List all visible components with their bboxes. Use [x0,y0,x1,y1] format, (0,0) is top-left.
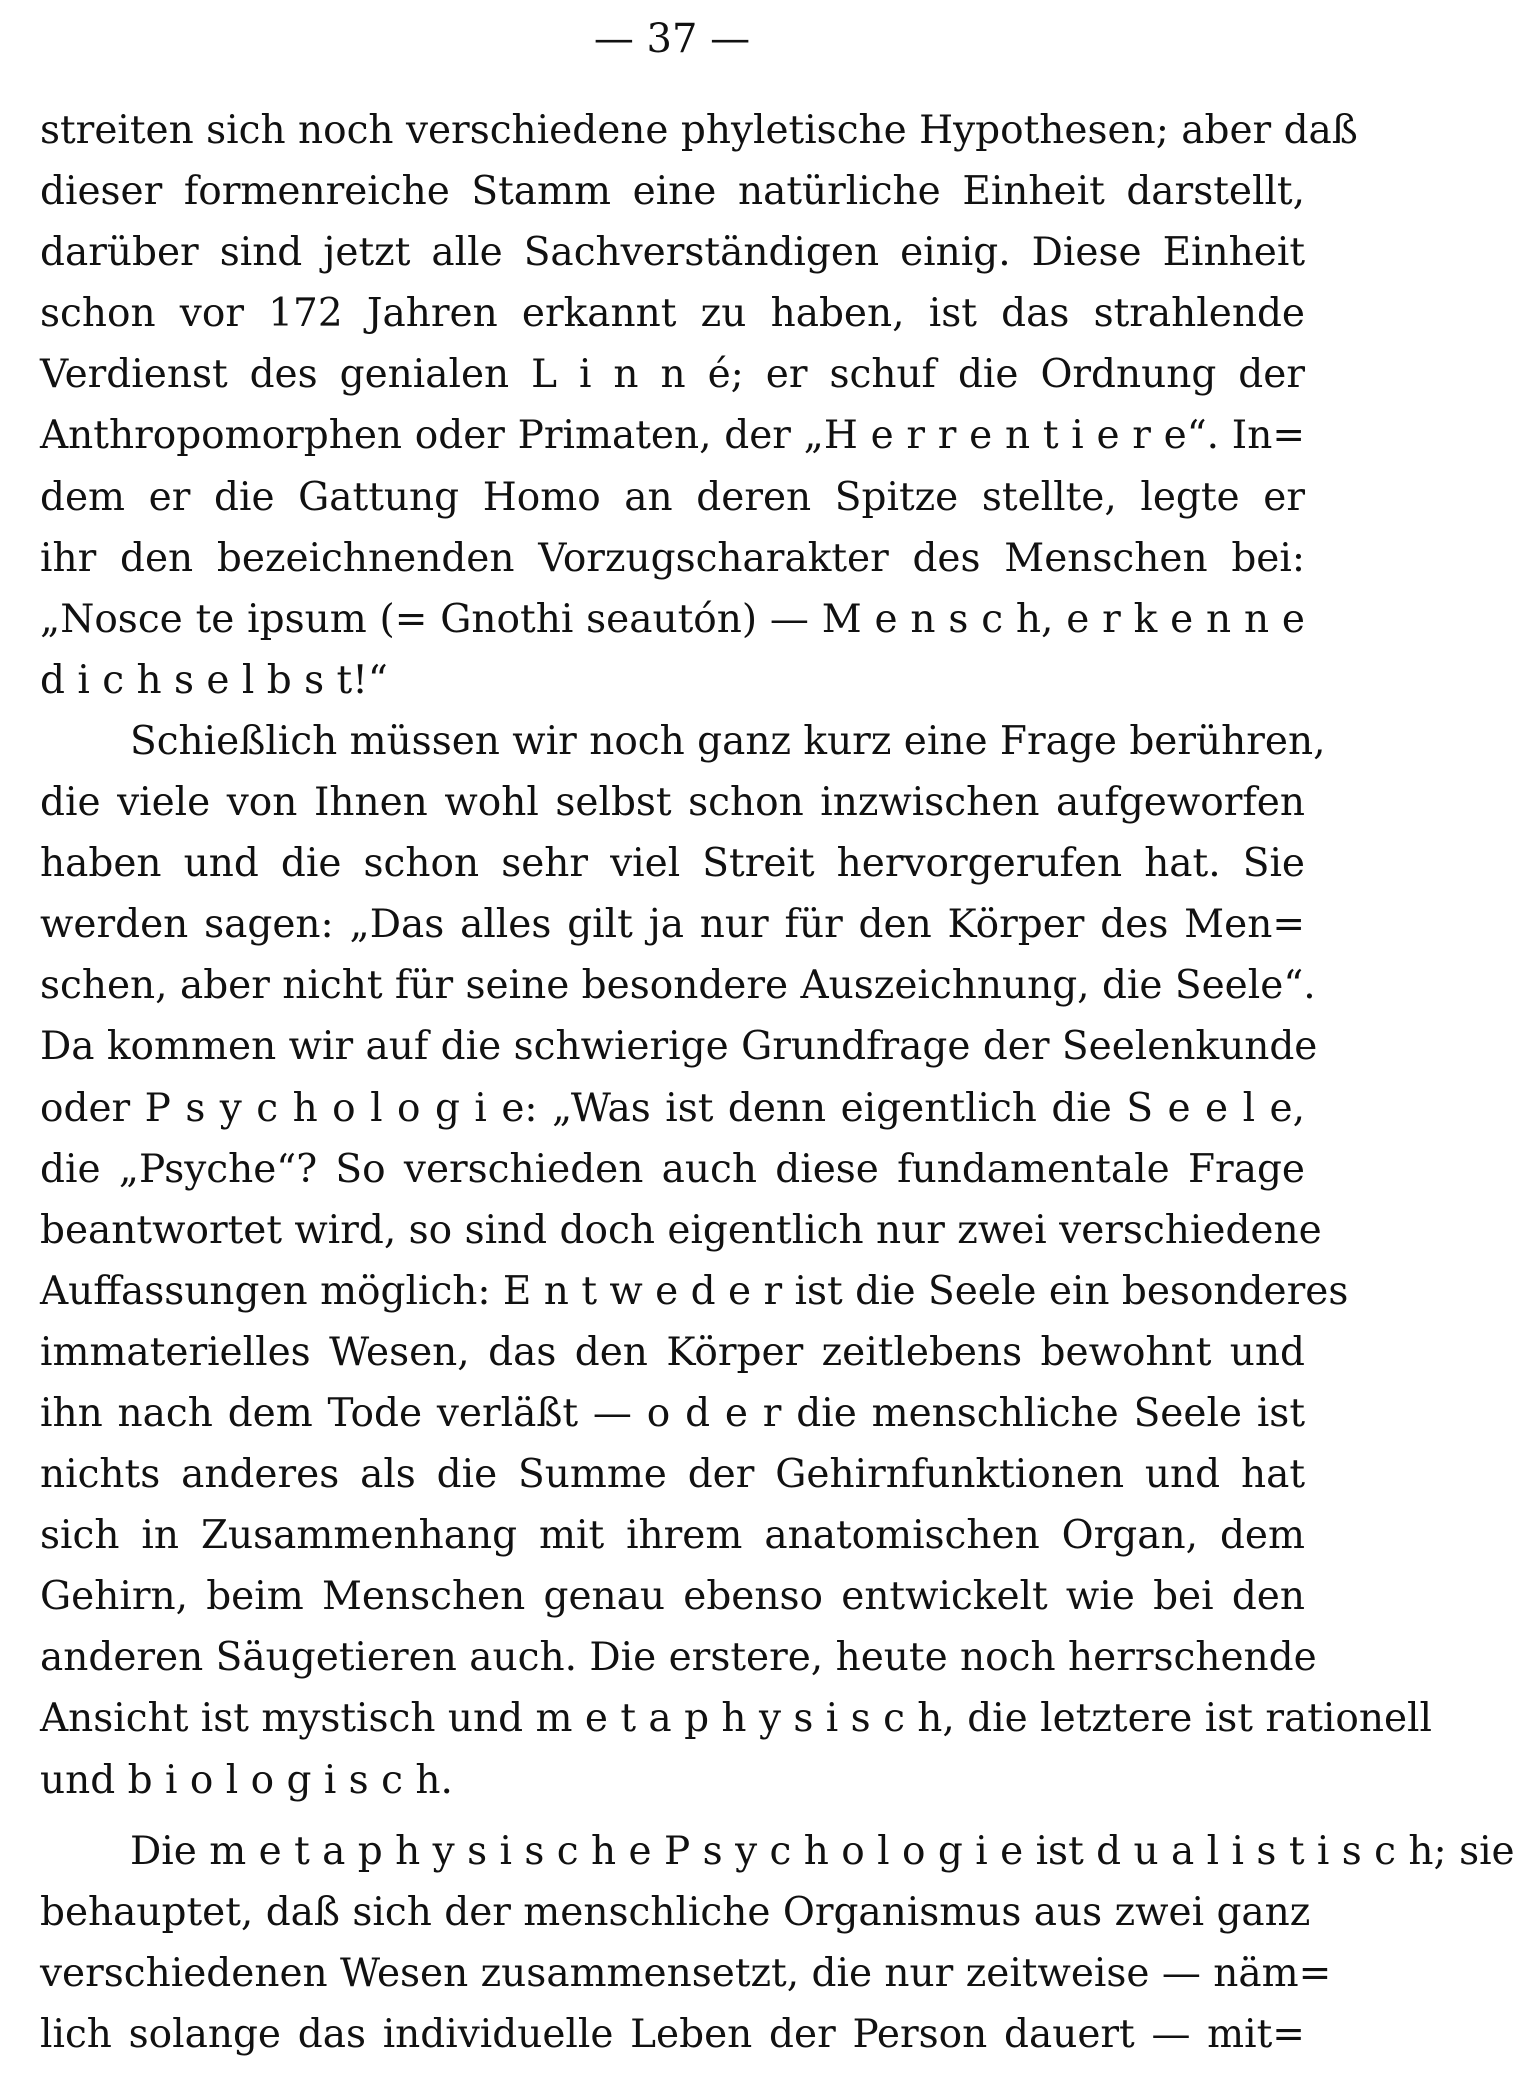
text-line: Verdienst des genialen L i n n é; er schuf die Ordnung der [40,352,1305,398]
text-line: dem er die Gattung Homo an deren Spitze stellte, legte er [40,474,1305,520]
text-line: Anthropomorphen oder Primaten, der „H e r r e n t i e r e“. In= [40,413,1305,459]
text-line: ihn nach dem Tode verläßt — o d e r die menschliche Seele ist [40,1390,1305,1436]
text-line: Auffassungen möglich: E n t w e d e r ist die Seele ein besonderes [40,1268,1349,1314]
text-line: haben und die schon sehr viel Streit hervorgerufen hat. Sie [40,841,1305,887]
text-line: schen, aber nicht für seine besondere Auszeichnung, die Seele“. [40,963,1316,1009]
text-line: schon vor 172 Jahren erkannt zu haben, ist das strahlende [40,291,1305,337]
text-line: dieser formenreiche Stamm eine natürliche Einheit darstellt, [40,169,1305,215]
text-line: Ansicht ist mystisch und m e t a p h y s i s c h, die letztere ist rationell [40,1696,1433,1742]
paragraph-2 [40,711,1433,1811]
text-line: werden sagen: „Das alles gilt ja nur für den Körper des Men= [40,902,1305,948]
text-line: nichts anderes als die Summe der Gehirnfunktionen und hat [40,1452,1305,1498]
text-line: Die m e t a p h y s i s c h e P s y c h o l o g i e ist d u a l i s t i s c h; sie [130,1828,1515,1874]
text-line: d i c h s e l b s t!“ [40,657,388,703]
text-line: Gehirn, beim Menschen genau ebenso entwickelt wie bei den [40,1574,1305,1620]
paragraph-1 [40,100,1358,711]
page-number: — 37 — [593,16,751,62]
text-line: lich solange das individuelle Leben der Person dauert — mit= [40,2011,1305,2057]
text-line: immaterielles Wesen, das den Körper zeitlebens bewohnt und [40,1329,1305,1375]
text-line: und b i o l o g i s c h. [40,1757,453,1803]
text-line: anderen Säugetieren auch. Die erstere, heute noch herrschende [40,1635,1317,1681]
text-line: sich in Zusammenhang mit ihrem anatomischen Organ, dem [40,1513,1305,1559]
text-line: Da kommen wir auf die schwierige Grundfrage der Seelenkunde [40,1024,1318,1070]
text-line: „Nosce te ipsum (= Gnothi seautón) — M e n s c h, e r k e n n e [40,596,1305,642]
text-line: verschiedenen Wesen zusammensetzt, die nur zeitweise — näm= [40,1950,1332,1996]
text-line: die viele von Ihnen wohl selbst schon inzwischen aufgeworfen [40,780,1305,826]
text-line: die „Psyche“? So verschieden auch diese fundamentale Frage [40,1146,1305,1192]
paragraph-3 [40,1821,1515,2065]
text-line: Schießlich müssen wir noch ganz kurz eine Frage berühren, [130,718,1326,764]
text-line: streiten sich noch verschiedene phyletische Hypothesen; aber daß [40,108,1358,153]
text-line: beantwortet wird, so sind doch eigentlich nur zwei verschiedene [40,1207,1322,1253]
text-line: oder P s y c h o l o g i e: „Was ist denn eigentlich die S e e l e, [40,1085,1305,1131]
text-line: ihr den bezeichnenden Vorzugscharakter des Menschen bei: [40,535,1305,581]
text-line: darüber sind jetzt alle Sachverständigen einig. Diese Einheit [40,230,1305,276]
text-line: behauptet, daß sich der menschliche Organismus aus zwei ganz [40,1889,1311,1935]
body-text [40,100,1515,2065]
